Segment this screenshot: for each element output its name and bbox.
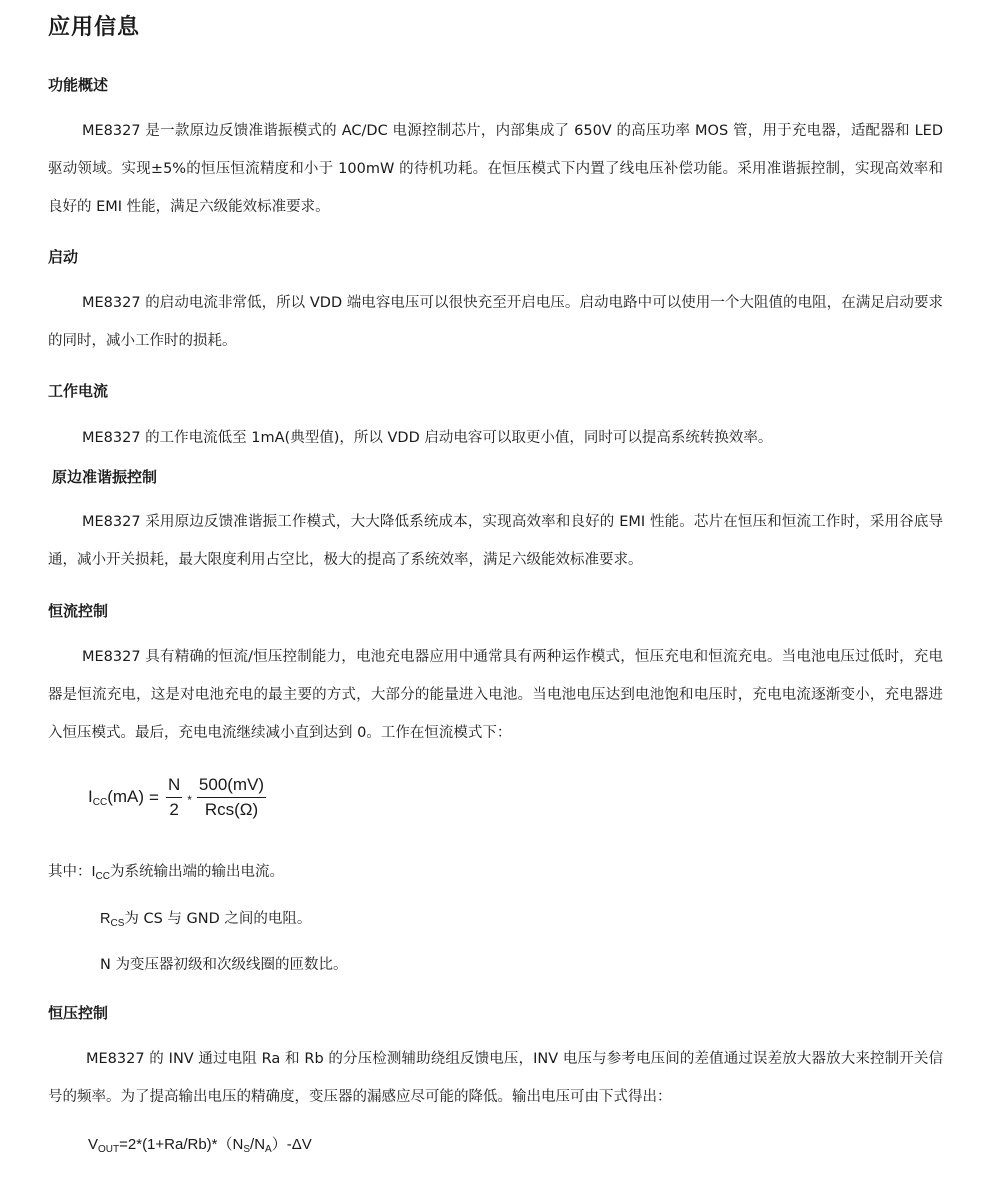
where-icc-line: 其中：$I_{CC}$为系统输出端的输出电流。 [48, 864, 284, 882]
section-body-startup: ME8327 的启动电流非常低，所以 VDD 端电容电压可以很快充至开启电压。启动电路中可以使用一个大阻值的电阻，在满足启动要求的同时，减小工作时的损耗。 [48, 295, 943, 349]
section-body-operating-current: ME8327 的工作电流低至 1mA(典型值)，所以 VDD 启动电容可以取更小值，同时可以提高系统转换效率。 [82, 430, 773, 446]
formula-equals: = [149, 787, 159, 807]
formula-fraction-n-over-2: $\frac{N}{2}$ [167, 775, 181, 819]
section-heading-cv-control: 恒压控制 [48, 1004, 109, 1022]
vout-formula: $V_{OUT}=2*(1+Ra/Rb)*(N_S/N_A)-\Delta V$ [88, 1136, 312, 1155]
section-heading-qr-control: 原边准谐振控制 [52, 468, 158, 486]
icc-formula [88, 775, 268, 820]
section-body-overview: ME8327 是一款原边反馈准谐振模式的 AC/DC 电源控制芯片，内部集成了 650V 的高压功率 MOS 管，用于充电器，适配器和 LED 驱动领域。实现±5%的恒压恒流精度和小于 100mW 的待机功耗。在恒压模式下内置了线电压补偿功能。采用准谐振控制，实现高效率和良好的 EMI 性能，满足六级能效标准要求。 [48, 123, 943, 215]
formula-fraction-500mv-over-rcs: $\frac{500(mV)}{\text{Rcs(Ω)}}$ [198, 775, 265, 819]
where-n-line: N 为变压器初级和次级线圈的匝数比。 [100, 957, 348, 973]
section-body-cv-control: ME8327 的 INV 通过电阻 Ra 和 Rb 的分压检测辅助绕组反馈电压，INV 电压与参考电压间的差值通过误差放大器放大来控制开关信号的频率。为了提高输出电压的精确度，变压器的漏感应尽可能的降低。输出电压可由下式得出： [48, 1051, 943, 1105]
section-heading-startup: 启动 [48, 248, 79, 266]
section-heading-overview: 功能概述 [48, 76, 109, 94]
section-heading-operating-current: 工作电流 [48, 382, 109, 400]
section-body-cc-control: ME8327 具有精确的恒流/恒压控制能力，电池充电器应用中通常具有两种运作模式，恒压充电和恒流充电。当电池电压过低时，充电器是恒流充电，这是对电池充电的最主要的方式，大部分的能量进入电池。当电池电压达到电池饱和电压时，充电电流逐渐变小，充电器进入恒压模式。最后，充电电流继续减小直到达到 0。工作在恒流模式下： [48, 649, 943, 741]
section-heading-cc-control: 恒流控制 [48, 602, 109, 620]
formula-times: * [187, 792, 192, 807]
formula-lhs: $I_{CC}(mA)$ [88, 787, 145, 808]
page-title: 应用信息 [48, 15, 141, 40]
where-rcs-line: $R_{CS}$为 CS 与 GND 之间的电阻。 [100, 911, 312, 929]
section-body-qr-control: ME8327 采用原边反馈准谐振工作模式，大大降低系统成本，实现高效率和良好的 EMI 性能。芯片在恒压和恒流工作时，采用谷底导通，减小开关损耗，最大限度利用占空比，极大的提高了系统效率，满足六级能效标准要求。 [48, 514, 943, 568]
